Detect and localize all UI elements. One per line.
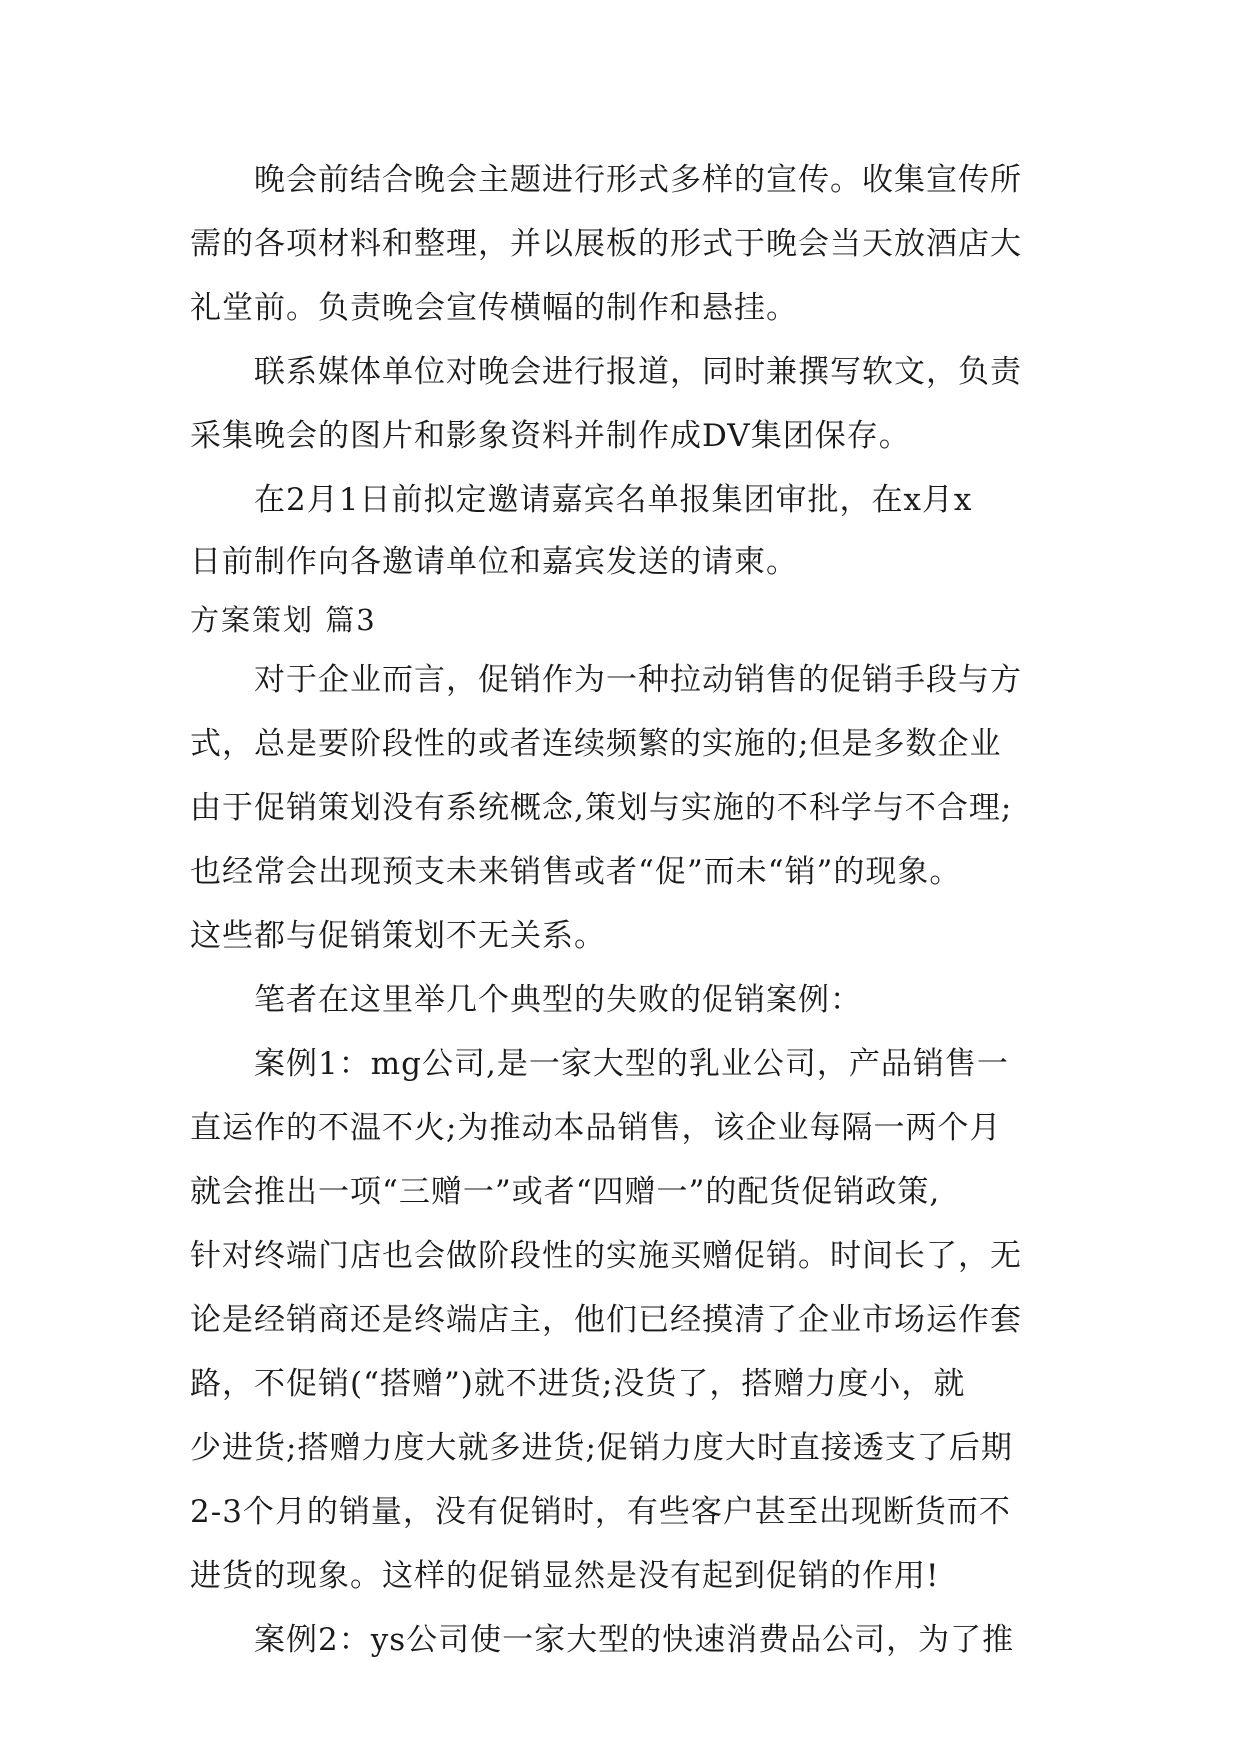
paragraph-line: 在2月1日前拟定邀请嘉宾名单报集团审批，在x月x	[254, 482, 973, 518]
paragraph-line: 直运作的不温不火;为推动本品销售，该企业每隔一两个月	[190, 1110, 1002, 1146]
paragraph-line: 进货的现象。这样的促销显然是没有起到促销的作用!	[190, 1558, 940, 1594]
paragraph-line: 笔者在这里举几个典型的失败的促销案例：	[254, 982, 862, 1018]
paragraph-line: 也经常会出现预支未来销售或者“促”而未“销”的现象。	[190, 854, 962, 890]
paragraph-line: 采集晚会的图片和影象资料并制作成DV集团保存。	[190, 418, 911, 454]
section-heading: 方案策划 篇3	[190, 603, 377, 637]
paragraph-line: 式，总是要阶段性的或者连续频繁的实施的;但是多数企业	[190, 726, 1002, 762]
paragraph-line: 联系媒体单位对晚会进行报道，同时兼撰写软文，负责	[254, 354, 1022, 390]
paragraph-line: 礼堂前。负责晚会宣传横幅的制作和悬挂。	[190, 290, 798, 326]
paragraph-line: 少进货;搭赠力度大就多进货;促销力度大时直接透支了后期	[190, 1430, 1013, 1466]
paragraph-line: 案例1：mg公司,是一家大型的乳业公司，产品销售一	[254, 1046, 1009, 1082]
paragraph-line: 日前制作向各邀请单位和嘉宾发送的请柬。	[190, 544, 798, 580]
paragraph-line: 案例2：ys公司使一家大型的快速消费品公司，为了推	[254, 1622, 1015, 1658]
paragraph-line: 论是经销商还是终端店主，他们已经摸清了企业市场运作套	[190, 1302, 1022, 1338]
paragraph-line: 晚会前结合晚会主题进行形式多样的宣传。收集宣传所	[254, 162, 1022, 198]
paragraph-line: 这些都与促销策划不无关系。	[190, 918, 606, 954]
paragraph-line: 路，不促销(“搭赠”)就不进货;没货了，搭赠力度小，就	[190, 1366, 966, 1402]
paragraph-line: 由于促销策划没有系统概念,策划与实施的不科学与不合理;	[190, 790, 1013, 826]
paragraph-line: 需的各项材料和整理，并以展板的形式于晚会当天放酒店大	[190, 226, 1022, 262]
paragraph-line: 就会推出一项“三赠一”或者“四赠一”的配货促销政策,	[190, 1174, 941, 1210]
paragraph-line: 对于企业而言，促销作为一种拉动销售的促销手段与方	[254, 662, 1022, 698]
paragraph-line: 2-3个月的销量，没有促销时，有些客户甚至出现断货而不	[190, 1494, 1011, 1530]
paragraph-line: 针对终端门店也会做阶段性的实施买赠促销。时间长了，无	[190, 1238, 1022, 1274]
